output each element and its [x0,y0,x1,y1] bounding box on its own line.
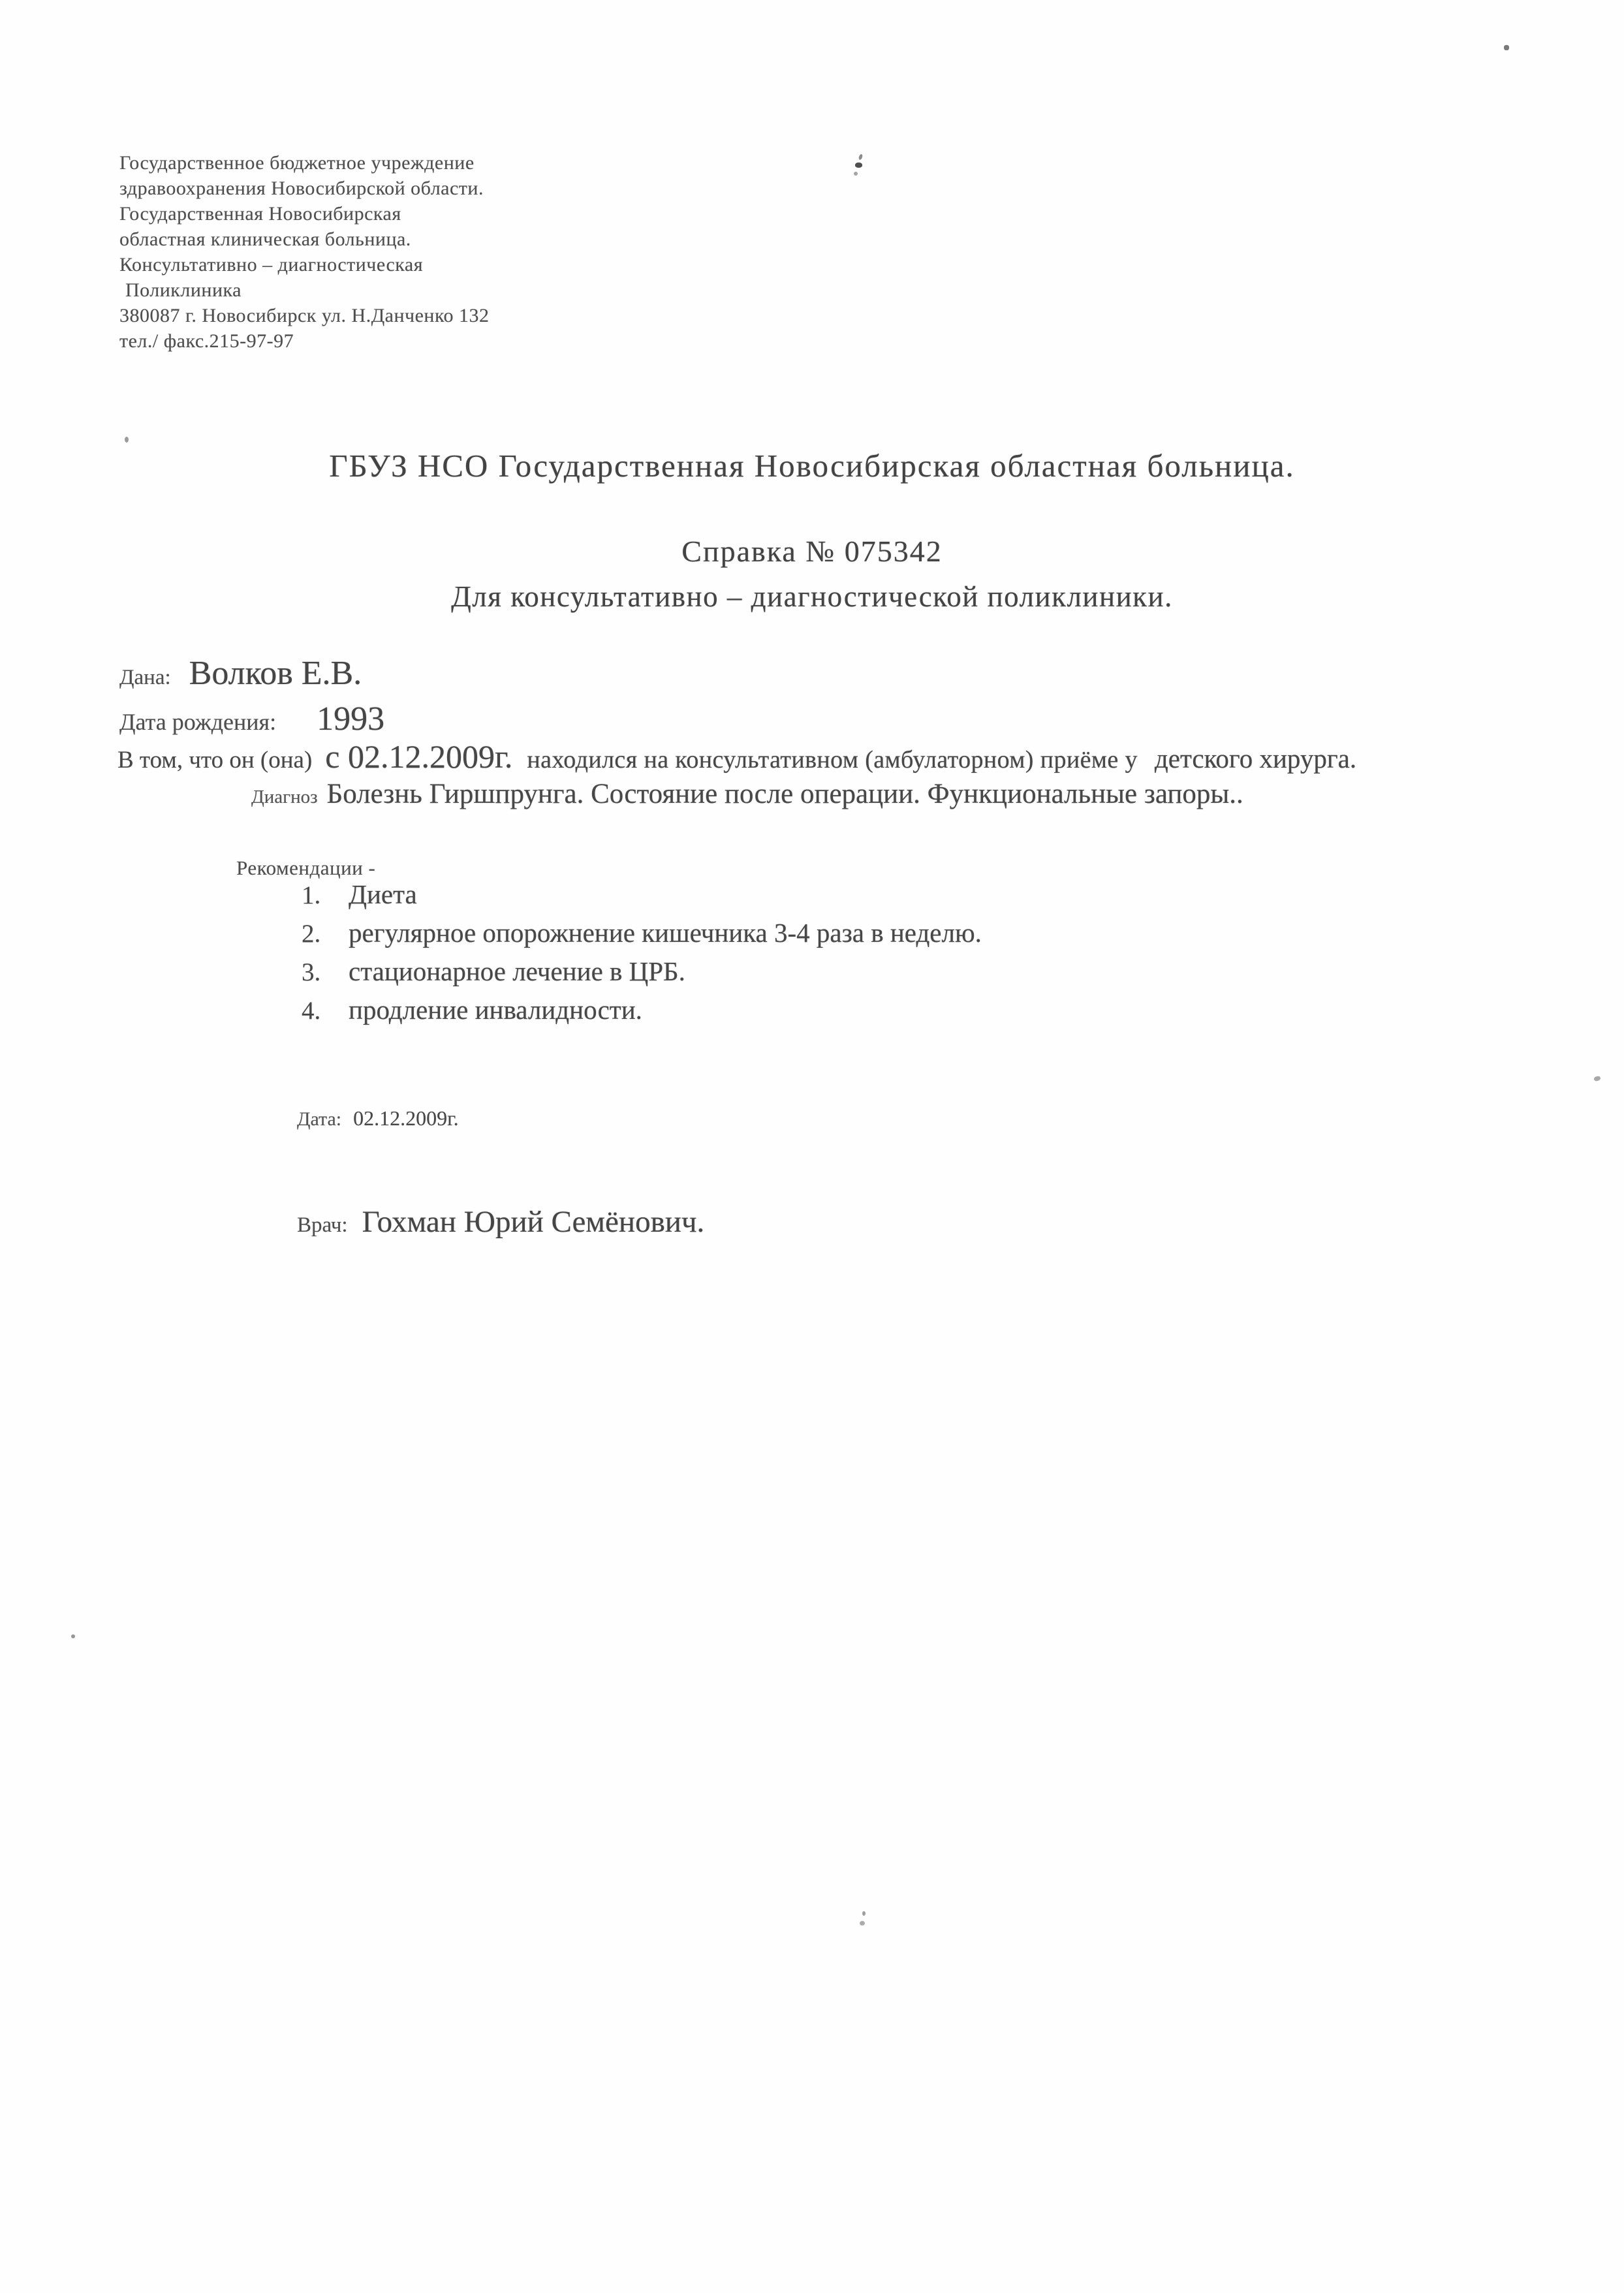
scan-speck [1504,45,1509,50]
letterhead-line: здравоохранения Новосибирской области. [119,178,484,199]
recommendation-number: 4. [302,997,321,1025]
letterhead [119,150,490,354]
recommendation-item [302,920,982,947]
statement-prefix: В том, что он (она) [117,747,313,773]
issue-date-row [297,1106,459,1131]
issue-date-label: Дата: [297,1108,342,1130]
letterhead-line: Государственная Новосибирская [119,203,401,225]
diagnosis-value: Болезнь Гиршпрунга. Состояние после операции. Функциональные запоры.. [326,779,1243,809]
recommendation-item [302,881,982,909]
certificate-number-line: Справка № 075342 [681,535,943,568]
scan-speck [854,172,858,176]
scan-speck [862,1911,866,1916]
birth-date-label: Дата рождения: [119,709,277,735]
recommendation-number: 3. [302,958,321,986]
birth-date-row [119,700,384,738]
statement-row [117,738,1356,775]
specialist-name: детского хирурга. [1154,743,1357,773]
issued-to-row [119,654,362,693]
birth-year: 1993 [317,700,385,738]
scan-speck [1593,1076,1601,1082]
document-title: ГБУЗ НСО Государственная Новосибирская областная больница. [329,448,1295,484]
recommendation-number: 1. [302,881,321,909]
letterhead-line: Поликлиника [125,279,242,301]
letterhead-address: 380087 г. Новосибирск ул. Н.Данченко 132 [119,305,490,326]
diagnosis-label: Диагноз [251,787,318,807]
statement-middle: находился на консультативном (амбулаторном) приёме у [527,746,1138,773]
recommendations-label: Рекомендации - [236,856,376,879]
doctor-label: Врач: [297,1213,348,1237]
recommendation-text: продление инвалидности. [349,995,642,1025]
recommendation-item [302,997,982,1024]
patient-name: Волков Е.В. [189,655,362,692]
recommendation-text: регулярное опорожнение кишечника 3-4 раза в неделю. [349,918,982,948]
recommendation-number: 2. [302,920,321,948]
document-subtitle: Для консультативно – диагностической поликлиники. [451,580,1173,613]
letterhead-line: Государственное бюджетное учреждение [119,152,475,174]
diagnosis-row [251,778,1243,810]
issued-to-label: Дана: [119,666,171,689]
scan-speck [71,1634,75,1638]
scan-speck [125,437,129,443]
recommendation-text: стационарное лечение в ЦРБ. [349,956,685,986]
recommendations-list [302,881,982,1035]
letterhead-line: Консультативно – диагностическая [119,254,424,275]
letterhead-phone: тел./ факс.215-97-97 [119,330,294,352]
recommendation-item [302,958,982,986]
letterhead-line: областная клиническая больница. [119,228,411,250]
scan-speck [855,163,862,168]
scan-speck [858,153,864,160]
doctor-row [297,1204,704,1240]
issue-date-value: 02.12.2009г. [353,1106,459,1130]
recommendation-text: Диета [349,879,417,909]
visit-date: с 02.12.2009г. [325,738,513,775]
scan-speck [860,1921,865,1926]
doctor-name: Гохман Юрий Семёнович. [362,1205,705,1239]
